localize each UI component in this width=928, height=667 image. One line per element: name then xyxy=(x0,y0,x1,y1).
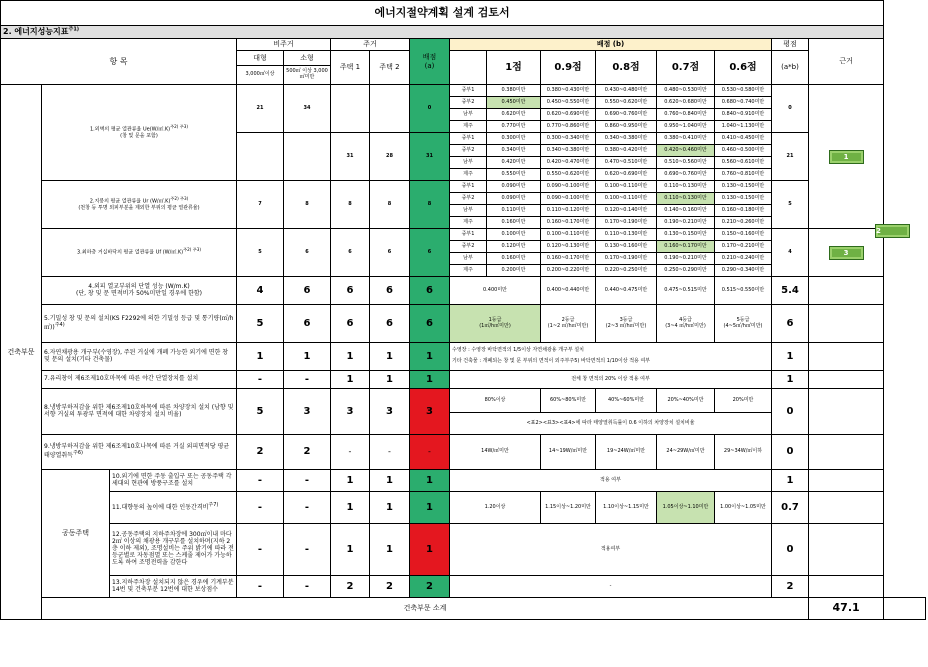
item7-eval: 1 xyxy=(772,371,809,389)
header-s09: 0.9점 xyxy=(541,51,596,85)
header-large: 대형 xyxy=(237,51,284,66)
item9-res2: - xyxy=(370,435,410,470)
ue-region: 중부1 xyxy=(450,85,487,97)
item2-res1: 8 xyxy=(331,181,370,229)
item2-score-a: 8 xyxy=(410,181,450,229)
header-house2: 주택 2 xyxy=(370,51,410,85)
item5-res2: 6 xyxy=(370,305,410,343)
item8-score-a: 3 xyxy=(410,389,450,435)
item13-res2: 2 xyxy=(370,576,410,598)
item9-score-a: - xyxy=(410,435,450,470)
item5-small: 6 xyxy=(284,305,331,343)
header-s07: 0.7점 xyxy=(657,51,715,85)
item2-small: 8 xyxy=(284,181,331,229)
item7-score-a: 1 xyxy=(410,371,450,389)
header-eval-sub: (a*b) xyxy=(772,51,809,85)
item1-eval2: 21 xyxy=(772,133,809,181)
item11-small: - xyxy=(284,492,331,524)
item12-small: - xyxy=(284,524,331,576)
item4-res1: 6 xyxy=(331,277,370,305)
item11-res1: 1 xyxy=(331,492,370,524)
item3-small: 6 xyxy=(284,229,331,277)
item10-small: - xyxy=(284,470,331,492)
item10-score-a: 1 xyxy=(410,470,450,492)
item12-score-a: 1 xyxy=(410,524,450,576)
item1-eval: 0 xyxy=(772,85,809,133)
header-region-blank xyxy=(450,51,487,85)
item3-res2: 6 xyxy=(370,229,410,277)
item11-label: 11.대향동의 높이에 대한 인동간격비$^{주7)}$ xyxy=(110,492,237,524)
item8-res2: 3 xyxy=(370,389,410,435)
basis-cell-1 xyxy=(809,85,884,229)
item8-label: 8.냉방부하저감을 위한 제6조제10호하목에 따른 차양장치 설치 (남향 및 서향 거실의 투광부 면적에 대한 차양장치 설치 비율) xyxy=(42,389,237,435)
item5-eval: 6 xyxy=(772,305,809,343)
item13-eval: 2 xyxy=(772,576,809,598)
item4-res2: 6 xyxy=(370,277,410,305)
category-architecture: 건축부문 xyxy=(1,85,42,620)
item9-eval: 0 xyxy=(772,435,809,470)
item3-eval: 4 xyxy=(772,229,809,277)
item13-small: - xyxy=(284,576,331,598)
item2-res2: 8 xyxy=(370,181,410,229)
item6-res1: 1 xyxy=(331,343,370,371)
item8-eval: 0 xyxy=(772,389,809,435)
item2-eval: 5 xyxy=(772,181,809,229)
item4-eval: 5.4 xyxy=(772,277,809,305)
basis-button-2[interactable]: 2 xyxy=(875,224,910,238)
item5-large: 5 xyxy=(237,305,284,343)
item8-small: 3 xyxy=(284,389,331,435)
header-res: 주거 xyxy=(331,39,410,51)
header-s06: 0.6점 xyxy=(715,51,772,85)
header-s08: 0.8점 xyxy=(596,51,657,85)
item7-large: - xyxy=(237,371,284,389)
item9-large: 2 xyxy=(237,435,284,470)
header-item: 항 목 xyxy=(1,39,237,85)
item13-score-a: 2 xyxy=(410,576,450,598)
item10-eval: 1 xyxy=(772,470,809,492)
header-large-sub: 3,000㎡이상 xyxy=(237,66,284,85)
item6-eval: 1 xyxy=(772,343,809,371)
basis-cell-3 xyxy=(809,229,884,277)
item7-small: - xyxy=(284,371,331,389)
header-nonres: 비주거 xyxy=(237,39,331,51)
basis-button-1[interactable]: 1 xyxy=(829,150,864,164)
category-apartment: 공동주택 xyxy=(42,470,110,598)
header-small-sub: 500㎡ 이상 3,000㎡미만 xyxy=(284,66,331,85)
item12-eval: 0 xyxy=(772,524,809,576)
item7-label: 7.유리창이 제6조제10호마목에 따른 야간 단열장치를 설치 xyxy=(42,371,237,389)
item8-large: 5 xyxy=(237,389,284,435)
header-small: 소형 xyxy=(284,51,331,66)
item6-small: 1 xyxy=(284,343,331,371)
item1-small: 34 xyxy=(284,85,331,133)
item1-res2: 28 xyxy=(370,133,410,181)
item12-res2: 1 xyxy=(370,524,410,576)
basis-button-3[interactable]: 3 xyxy=(829,246,864,260)
item1-score-a: 0 xyxy=(410,85,450,133)
total-value: 47.1 xyxy=(809,598,884,620)
header-base-score: 배점 (a) xyxy=(410,39,450,85)
header-eval: 평점 xyxy=(772,39,809,51)
item11-score-a: 1 xyxy=(410,492,450,524)
item8-res1: 3 xyxy=(331,389,370,435)
item4-small: 6 xyxy=(284,277,331,305)
item6-res2: 1 xyxy=(370,343,410,371)
item3-label: 3.최하층 거실바닥의 평균 열관류율 Uf (W/㎡.K)$^{주2) 주3)}$ xyxy=(42,229,237,277)
item4-score-a: 6 xyxy=(410,277,450,305)
item12-res1: 1 xyxy=(331,524,370,576)
header-score-b: 배점 (b) xyxy=(450,39,772,51)
item12-large: - xyxy=(237,524,284,576)
review-table: 에너지절약계획 설계 검토서 2. 에너지성능지표$^{주1)}$ 항 목 비주거 주거 배점 (a) 배점 (b) 평점 근거 대형 소형 주택 1 주택 2 1점 0.9점 0.8점 0.7점 0.6점 (a*b) 3,000㎡이상 500㎡ 이상 3,000㎡미만 건축부문 1.외벽의 평균 열관류율 Ue(W/㎡.K)$^{주2) 주3)}$ (창 및 문을 포함) 21 34 0 중부1 0.380미만 0.380~0.430미만 0.430~0.480미만 0.480~0.530미만 0.530~0.580미만 0 1 중부2 0.450미만 0.450~0.550미만 0.550~0.620미만 0.620~0.680미만 0.680~0.740미만 남부 0.620미만 0.620~0.690미만 0.690~0.760미만 0.760~0.840미만 0.840~0.910미만 제주 0.770미만 0.770~0.860미만 0.860~0.950미만 0.950~1.040미만 1.040~1.130미만 31 28 31 중부1 0.300미만 0.300~0.340미만 0.340~0.380미만 0.380~0.410미만 0.410~0.450미만 21 중부2 0.340미만 0.340~0.380미만 0.380~0.420미만 0.420~0.460미만 0.460~0.500미만 남부 0.420미만 0.420~0.470미만 0.470~0.510미만 0.510~0.560미만 0.560~0.610미만 제주 0.550미만 0.550~0.620미만 0.620~0.690미만 0.690~0.760미만 0.760~0.810미만 2.지붕의 평균 열관류율 Ur (W/㎡.K)$^{주2) 주3)}$ (천창 등 투명 외피부분을 제외한 부위의 평균 열관류율) 7 8 8 8 8 중부1 0.090미만 0.090~0.100미만 0.100~0.110미만 0.110~0.130미만 0.130~0.150미만 5 중부2 0.090미만 0.090~0.100미만 0.100~0.110미만 0.110~0.130미만 0.130~0.150미만 남부 0.110미만 0.110~0.120미만 0.120~0.140미만 0.140~0.160미만 0.160~0.180미만 제주 0.160미만 0.160~0.170미만 0.170~0.190미만 0.190~0.210미만 0.210~0.260미만 3.최하층 거실바닥의 평균 열관류율 Uf (W/㎡.K)$^{주2) 주3)}$ 5 6 6 6 6 중부1 0.100미만 0.100~0.110미만 0.110~0.130미만 0.130~0.150미만 0.150~0.160미만 4 3 중부2 0.120미만 0.120~0.130미만 0.130~0.160미만 0.160~0.170미만 0.170~0.210미만 남부 0.160미만 0.160~0.170미만 0.170~0.190미만 0.190~0.210미만 0.210~0.240미만 제주 0.200미만 0.200~0.220미만 0.220~0.250미만 0.250~0.290미만 0.290~0.340미만 4.외피 열교부위의 단열 성능 (W/m.K) (단, 창 및 문 면적비가 50%미만일 경우에 한함) 4 6 6 6 6 0.400미만 0.400~0.440미만 0.440~0.475미만 0.475~0.515미만 0.515~0.550미만 5.4 5.기밀성 창 및 문의 설치(KS F2292에 의한 기밀성 등급 및 통기량(㎥/h㎡))$^{주4)}$ 5 6 6 6 6 1등급 (1㎥/h㎡미만) 2등급 (1~2 ㎥/h㎡미만) 3등급 (2~3 ㎥/h㎡미만) 4등급 (3~4 ㎥/h㎡미만) 5등급 (4~5㎥/h㎡미만) 6 6.자연채광용 개구부(수영장), 주된 거실에 개폐 가능한 외기에 면한 창 및 문의 설치(기타 건축물) 1 1 1 1 1 수영장 : 수영장 바닥면적의 1/5이상 자연채광용 개구부 설치 기타 건축물 : 개폐되는 창 및 문 부위의 면적이 외주부주5) 바닥면적의 1/10이상 적용 여부 1 7.유리창이 제6조제10호마목에 따른 야간 단열장치를 설치 - - 1 1 1 전체 창 면적의 20% 이상 적용 여부 1 8.냉방부하저감을 위한 제6조제10호하목에 따른 차양장치 설치 (남향 및 서향 거실의 투광부 면적에 대한 차양장치 설치 비율) 5 3 3 3 3 80%이상 60%~80%미만 40%~60%미만 20%~40%미만 20%미만 0 <표2><표3><표4>에 따라 태양열취득률이 0.6 이하의 차양장치 설치비율 9.냉방부하저감을 위한 제6조제10호나목에 따른 거실 외피면적당 평균 태양열취득$^{주6)}$ 2 2 - - - 14W/㎡미만 14~19W/㎡미만 19~24W/㎡미만 24~29W/㎡미만 29~34W/㎡이하 0 공동주택 10.외기에 면한 주동 출입구 또는 공동주택 각 세대의 현관에 방풍구조를 설치 - - 1 1 1 적용 여부 1 11.대향동의 높이에 대한 인동간격비$^{주7)}$ - - 1 1 1 1.20이상 1.15이상~1.20미만 1.10이상~1.15미만 1.05이상~1.10미만 1.00이상~1.05미만 0.7 12.공동주택의 지하주차장에 300㎡이내 마다 2㎡ 이상의 채광용 개구부를 설치하며(지하 2층 이하 제외), 조명설비는 주위 밝기에 따라 전등군별로 자동점멸 또는 스케줄 제어가 가능하도록 하여 조명전력을 감한다 - - 1 1 1 적용여부 0 13.지하주차장 설치되지 않은 경우에 기계부분 14번 및 건축부분 12번에 대한 보상점수 - - 2 2 2 - 2 건축부문 소계 47.1 xyxy=(0,0,926,620)
item5-res1: 6 xyxy=(331,305,370,343)
item13-large: - xyxy=(237,576,284,598)
item11-res2: 1 xyxy=(370,492,410,524)
header-house1: 주택 1 xyxy=(331,51,370,85)
item4-large: 4 xyxy=(237,277,284,305)
item10-large: - xyxy=(237,470,284,492)
item3-res1: 6 xyxy=(331,229,370,277)
item2-large: 7 xyxy=(237,181,284,229)
item7-res2: 1 xyxy=(370,371,410,389)
item13-label: 13.지하주차장 설치되지 않은 경우에 기계부분 14번 및 건축부분 12번에 대한 보상점수 xyxy=(110,576,237,598)
item9-res1: - xyxy=(331,435,370,470)
item10-res2: 1 xyxy=(370,470,410,492)
item2-label: 2.지붕의 평균 열관류율 Ur (W/㎡.K)$^{주2) 주3)}$ (천창 등 투명 외피부분을 제외한 부위의 평균 열관류율) xyxy=(42,181,237,229)
item3-large: 5 xyxy=(237,229,284,277)
item5-score-a: 6 xyxy=(410,305,450,343)
item1-res1: 31 xyxy=(331,133,370,181)
total-label: 건축부문 소계 xyxy=(42,598,809,620)
header-s1: 1점 xyxy=(487,51,541,85)
item13-res1: 2 xyxy=(331,576,370,598)
page-title: 에너지절약계획 설계 검토서 xyxy=(1,1,884,26)
item1-score-a2: 31 xyxy=(410,133,450,181)
section-title: 2. 에너지성능지표$^{주1)}$ xyxy=(1,26,884,39)
item10-res1: 1 xyxy=(331,470,370,492)
item10-label: 10.외기에 면한 주동 출입구 또는 공동주택 각 세대의 현관에 방풍구조를 설치 xyxy=(110,470,237,492)
item4-label: 4.외피 열교부위의 단열 성능 (W/m.K) (단, 창 및 문 면적비가 50%미만일 경우에 한함) xyxy=(42,277,237,305)
item9-small: 2 xyxy=(284,435,331,470)
item6-score-a: 1 xyxy=(410,343,450,371)
item1-label: 1.외벽의 평균 열관류율 Ue(W/㎡.K)$^{주2) 주3)}$ (창 및 문을 포함) xyxy=(42,85,237,181)
item1-large: 21 xyxy=(237,85,284,133)
header-basis: 근거 xyxy=(809,39,884,85)
item11-large: - xyxy=(237,492,284,524)
item9-label: 9.냉방부하저감을 위한 제6조제10호나목에 따른 거실 외피면적당 평균 태양열취득$^{주6)}$ xyxy=(42,435,237,470)
item11-eval: 0.7 xyxy=(772,492,809,524)
item3-score-a: 6 xyxy=(410,229,450,277)
item5-label: 5.기밀성 창 및 문의 설치(KS F2292에 의한 기밀성 등급 및 통기량(㎥/h㎡))$^{주4)}$ xyxy=(42,305,237,343)
item6-large: 1 xyxy=(237,343,284,371)
item6-label: 6.자연채광용 개구부(수영장), 주된 거실에 개폐 가능한 외기에 면한 창 및 문의 설치(기타 건축물) xyxy=(42,343,237,371)
item7-res1: 1 xyxy=(331,371,370,389)
item12-label: 12.공동주택의 지하주차장에 300㎡이내 마다 2㎡ 이상의 채광용 개구부를 설치하며(지하 2층 이하 제외), 조명설비는 주위 밝기에 따라 전등군별로 자동점멸 또는 스케줄 제어가 가능하도록 하여 조명전력을 감한다 xyxy=(110,524,237,576)
